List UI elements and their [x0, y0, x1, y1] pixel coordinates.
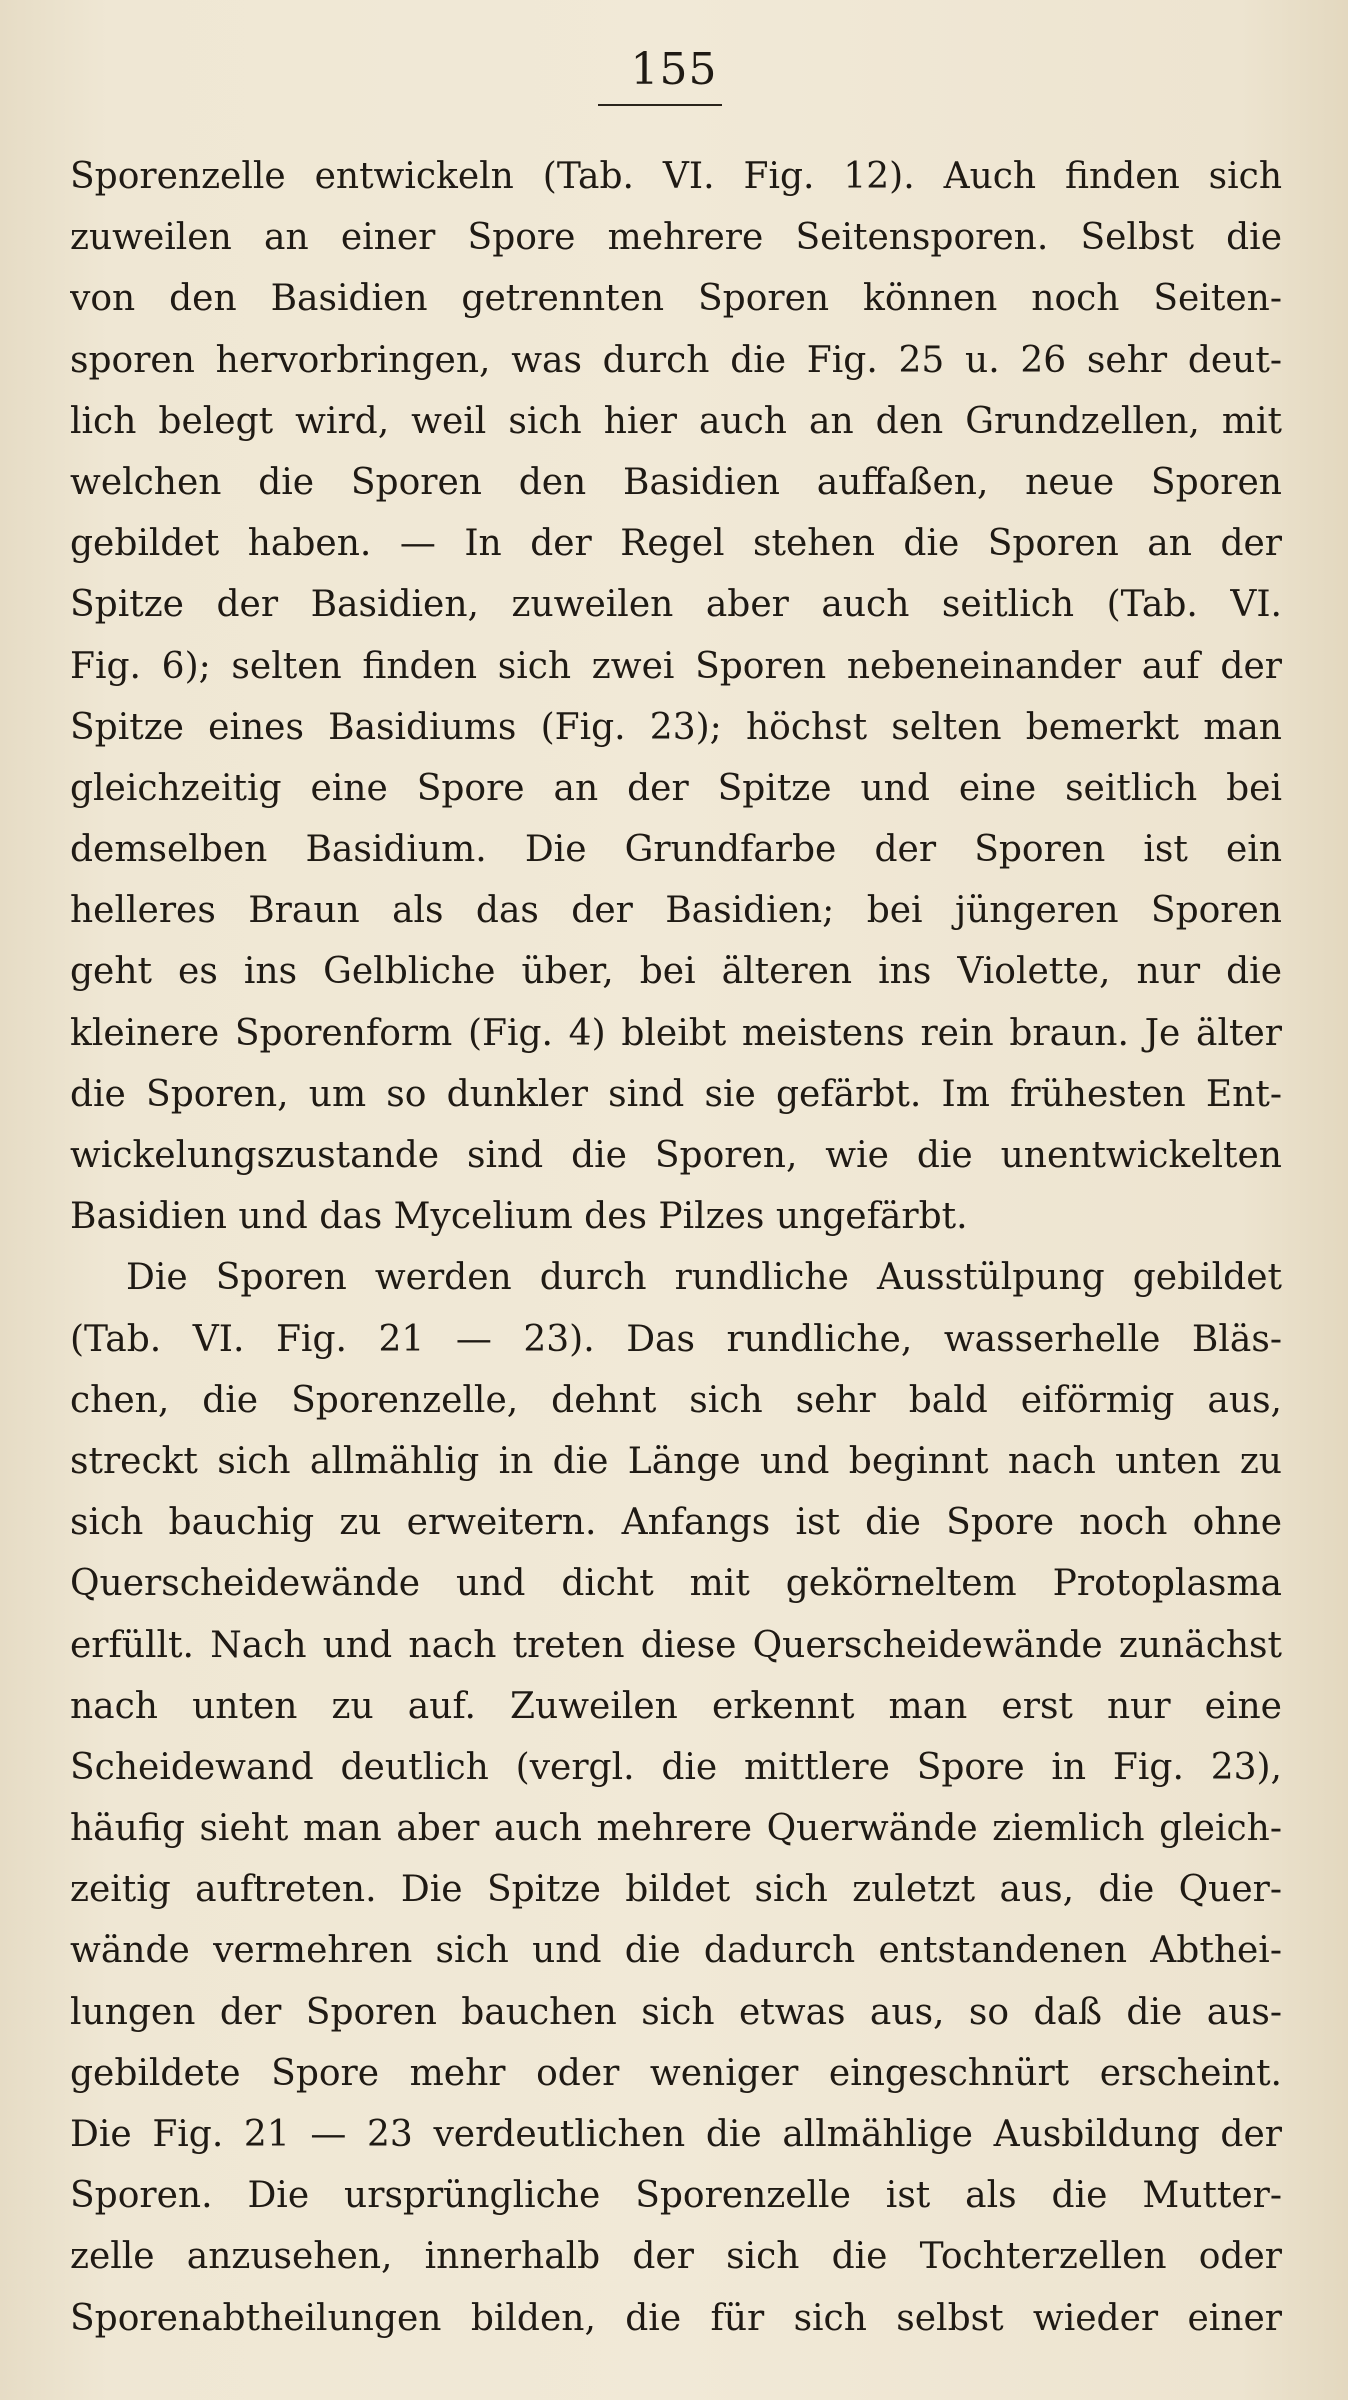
text-line: von den Basidien getrennten Sporen können noch Seiten-	[70, 278, 1282, 320]
text-line: Sporenabtheilungen bilden, die für sich selbst wieder einer	[70, 2297, 1282, 2339]
text-line: lungen der Sporen bauchen sich etwas aus, so daß die aus-	[70, 1991, 1282, 2033]
text-line: wände vermehren sich und die dadurch entstandenen Abthei-	[70, 1930, 1282, 1972]
text-line: wickelungszustande sind die Sporen, wie die unentwickelten	[70, 1135, 1282, 1176]
text-line: gleichzeitig eine Spore an der Spitze und eine seitlich bei	[70, 767, 1282, 809]
text-line: demselben Basidium. Die Grundfarbe der Sporen ist ein	[70, 829, 1282, 871]
text-line: lich belegt wird, weil sich hier auch an den Grundzellen, mit	[70, 400, 1282, 442]
page-number-rule	[598, 104, 722, 106]
text-line: Die Sporen werden durch rundliche Ausstülpung gebildet	[126, 1257, 1282, 1299]
text-line: Spitze eines Basidiums (Fig. 23); höchst selten bemerkt man	[70, 706, 1282, 748]
text-line: streckt sich allmählig in die Länge und beginnt nach unten zu	[70, 1440, 1282, 1482]
page-number: 155	[630, 44, 718, 95]
text-line: kleinere Sporenform (Fig. 4) bleibt meistens rein braun. Je älter	[70, 1012, 1282, 1054]
body-text	[70, 146, 1282, 2349]
text-line: die Sporen, um so dunkler sind sie gefärbt. Im frühesten Ent-	[70, 1073, 1282, 1115]
text-line: (Tab. VI. Fig. 21 — 23). Das rundliche, wasserhelle Bläs-	[70, 1318, 1282, 1360]
text-line: Spitze der Basidien, zuweilen aber auch seitlich (Tab. VI.	[70, 584, 1282, 626]
text-line: gebildet haben. — In der Regel stehen die Sporen an der	[70, 523, 1282, 565]
text-line: sich bauchig zu erweitern. Anfangs ist die Spore noch ohne	[70, 1502, 1282, 1544]
text-line: zuweilen an einer Spore mehrere Seitensporen. Selbst die	[70, 217, 1282, 259]
text-line: Querscheidewände und dicht mit gekörneltem Protoplasma	[70, 1563, 1282, 1605]
text-line: nach unten zu auf. Zuweilen erkennt man erst nur eine	[70, 1685, 1282, 1727]
text-line: welchen die Sporen den Basidien auffaßen, neue Sporen	[70, 461, 1282, 503]
text-line: geht es ins Gelbliche über, bei älteren ins Violette, nur die	[70, 951, 1282, 993]
text-line: chen, die Sporenzelle, dehnt sich sehr bald eiförmig aus,	[70, 1379, 1282, 1421]
text-line: Sporen. Die ursprüngliche Sporenzelle ist als die Mutter-	[70, 2175, 1282, 2217]
text-line: erfüllt. Nach und nach treten diese Querscheidewände zunächst	[70, 1624, 1282, 1666]
text-line: Die Fig. 21 — 23 verdeutlichen die allmählige Ausbildung der	[70, 2114, 1282, 2155]
text-line: gebildete Spore mehr oder weniger eingeschnürt erscheint.	[70, 2052, 1282, 2094]
text-line: helleres Braun als das der Basidien; bei jüngeren Sporen	[70, 890, 1282, 932]
text-line: Fig. 6); selten finden sich zwei Sporen nebeneinander auf der	[70, 645, 1282, 687]
text-line: zeitig auftreten. Die Spitze bildet sich zuletzt aus, die Quer-	[70, 1869, 1282, 1911]
text-line: Sporenzelle entwickeln (Tab. VI. Fig. 12). Auch finden sich	[70, 156, 1282, 197]
text-line: Scheidewand deutlich (vergl. die mittlere Spore in Fig. 23),	[70, 1746, 1282, 1788]
text-line: sporen hervorbringen, was durch die Fig. 25 u. 26 sehr deut-	[70, 339, 1282, 381]
text-line: häufig sieht man aber auch mehrere Querwände ziemlich gleich-	[70, 1808, 1282, 1850]
text-line: zelle anzusehen, innerhalb der sich die Tochterzellen oder	[70, 2236, 1282, 2278]
text-line: Basidien und das Mycelium des Pilzes ungefärbt.	[70, 1196, 968, 1238]
